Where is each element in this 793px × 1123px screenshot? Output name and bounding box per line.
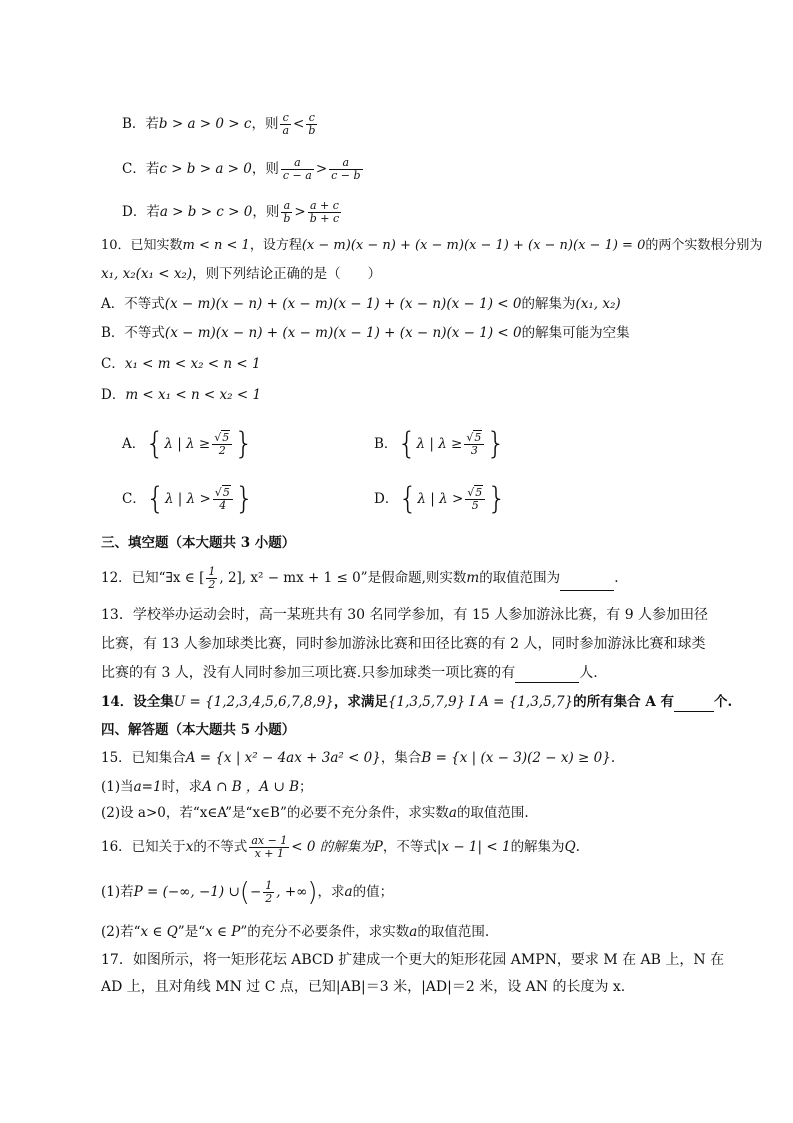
fraction-denominator: b bbox=[308, 124, 316, 137]
section-4-heading: 四、解答题（本大题共 5 小题） bbox=[101, 722, 296, 738]
option-relation: λ | λ ≥ bbox=[164, 436, 211, 452]
q16-variable: a bbox=[344, 884, 353, 900]
left-brace: { bbox=[397, 426, 417, 462]
fraction-numerator: a bbox=[281, 157, 314, 170]
q16-text: ，求 bbox=[317, 884, 345, 900]
fraction-denominator: 2 bbox=[265, 892, 273, 905]
q16-end: . bbox=[575, 839, 580, 855]
q16-part1 bbox=[101, 876, 393, 909]
q10-text: ，则下列结论正确的是（ ） bbox=[192, 266, 382, 282]
q15-text: (2)设 a>0，若“x∈A”是“x∈B”的必要不充分条件，求实数 bbox=[101, 805, 449, 821]
q10-stem-line2 bbox=[101, 264, 381, 284]
q10-option-a bbox=[101, 294, 621, 314]
q15-set-b: B = {x | (x − 3)(2 − x) ≥ 0} bbox=[421, 750, 611, 766]
right-brace: } bbox=[487, 481, 507, 517]
fraction bbox=[281, 200, 292, 225]
fraction bbox=[206, 566, 217, 591]
option-label: C．若 bbox=[122, 161, 160, 177]
q16-stem bbox=[101, 835, 580, 860]
q16-text: ”是“ bbox=[177, 924, 206, 940]
q10-option-d bbox=[101, 385, 261, 405]
section-3-heading: 三、填空题（本大题共 3 小题） bbox=[101, 535, 296, 551]
right-brace: } bbox=[486, 426, 506, 462]
q15-end: ； bbox=[299, 779, 313, 795]
right-brace: } bbox=[234, 426, 254, 462]
option-label: C． bbox=[122, 491, 146, 507]
operator: < bbox=[293, 116, 305, 132]
minus-sign: − bbox=[249, 884, 262, 900]
option-label: A． bbox=[122, 436, 146, 452]
q11-option-c bbox=[122, 481, 254, 517]
q15-part2 bbox=[101, 803, 529, 823]
q10-condition: m < n < 1 bbox=[182, 238, 250, 253]
q10-roots: x₁, x₂(x₁ < x₂) bbox=[101, 266, 193, 282]
operator: > bbox=[294, 204, 306, 220]
option-label: D．若 bbox=[122, 204, 160, 220]
option-then: ，则 bbox=[252, 204, 280, 220]
q16-part-label: (1)若 bbox=[101, 884, 134, 900]
fraction-denominator: 5 bbox=[471, 499, 479, 512]
q9-option-c bbox=[122, 157, 365, 182]
left-brace: { bbox=[145, 426, 165, 462]
fraction-numerator: ax − 1 bbox=[251, 834, 288, 847]
fraction bbox=[249, 835, 289, 860]
q14-universal-set: U = {1,2,3,4,5,6,7,8,9} bbox=[173, 694, 334, 710]
q13-line2: 比赛，有 13 人参加球类比赛，同时参加游泳比赛和田径比赛的有 2 人，同时参加游泳比赛和球类 bbox=[101, 636, 706, 652]
q12-variable: m bbox=[466, 570, 480, 586]
option-condition: a > b > c > 0 bbox=[159, 204, 253, 220]
fraction-denominator: 2 bbox=[218, 444, 226, 457]
option-condition: c > b > a > 0 bbox=[159, 161, 252, 177]
fraction bbox=[212, 432, 232, 457]
answer-blank[interactable] bbox=[674, 697, 714, 712]
q12-stem bbox=[101, 566, 618, 591]
right-brace: } bbox=[234, 481, 254, 517]
left-brace: { bbox=[145, 481, 165, 517]
fraction bbox=[306, 112, 317, 137]
fraction bbox=[281, 157, 314, 182]
q17-line2: AD 上，且对角线 MN 过 C 点，已知|AB|＝3 米，|AD|＝2 米，设 AN 的长度为 x. bbox=[101, 979, 626, 995]
q10-equation: (x − m)(x − n) + (x − m)(x − 1) + (x − n)(x − 1) = 0 bbox=[301, 238, 646, 253]
fraction-denominator: 3 bbox=[470, 444, 478, 457]
q12-end: . bbox=[614, 570, 619, 586]
q15-end: 的取值范围. bbox=[456, 805, 529, 821]
fraction-numerator: a bbox=[329, 157, 362, 170]
option-relation: λ | λ > bbox=[164, 491, 211, 507]
q16-variable: a bbox=[409, 924, 418, 940]
q16-text: 16．已知关于 bbox=[101, 839, 186, 855]
q15-expression: A ∩ B ，A ∪ B bbox=[202, 779, 299, 795]
option-text: 的解集为 bbox=[521, 296, 576, 312]
fraction-numerator: 1 bbox=[208, 565, 216, 578]
fraction bbox=[280, 112, 291, 137]
fraction-denominator: c − b bbox=[331, 169, 361, 182]
q14-stem bbox=[101, 692, 732, 712]
q14-end: 个. bbox=[714, 694, 733, 710]
option-expression: m < x₁ < n < x₂ < 1 bbox=[125, 387, 262, 403]
q16-end: 的取值范围. bbox=[417, 924, 490, 940]
q9-option-d bbox=[122, 200, 343, 225]
q13-line1: 13．学校举办运动会时，高一某班共有 30 名同学参加，有 15 人参加游泳比赛，有 9 人参加田径 bbox=[101, 607, 709, 623]
fraction-numerator: a bbox=[281, 200, 292, 213]
operator: > bbox=[315, 161, 328, 177]
q16-text: 的解集为 bbox=[510, 839, 565, 855]
q16-set-q: Q bbox=[564, 839, 576, 855]
fraction-numerator: 1 bbox=[265, 879, 273, 892]
fraction-denominator: b + c bbox=[309, 212, 340, 225]
q12-text: 12．已知“∃x ∈ [ bbox=[101, 570, 205, 586]
sqrt-radicand: 5 bbox=[222, 486, 230, 499]
fraction-denominator: b bbox=[283, 212, 291, 225]
option-label: B．不等式 bbox=[101, 325, 165, 341]
fraction bbox=[213, 487, 233, 512]
answer-blank[interactable] bbox=[560, 576, 614, 591]
q10-option-b bbox=[101, 323, 630, 343]
fraction bbox=[465, 487, 485, 512]
option-expression: (x − m)(x − n) + (x − m)(x − 1) + (x − n)(x − 1) < 0 bbox=[164, 325, 522, 341]
option-expression: (x − m)(x − n) + (x − m)(x − 1) + (x − n)(x − 1) < 0 bbox=[164, 296, 522, 312]
q15-text: ，集合 bbox=[380, 750, 422, 766]
fraction-denominator: c − a bbox=[282, 169, 312, 182]
fraction bbox=[308, 200, 341, 225]
fraction bbox=[464, 432, 484, 457]
q15-part-label: (1)当 bbox=[101, 779, 134, 795]
q13-end: 人. bbox=[579, 665, 598, 681]
q16-part-label: (2)若“ bbox=[101, 924, 141, 940]
q15-text: 15．已知集合 bbox=[101, 750, 186, 766]
option-relation: λ | λ ≥ bbox=[416, 436, 463, 452]
fraction-numerator: c bbox=[280, 112, 291, 125]
fraction bbox=[329, 157, 362, 182]
left-brace: { bbox=[398, 481, 418, 517]
option-then: ，则 bbox=[251, 161, 279, 177]
fraction bbox=[263, 880, 274, 905]
fraction-numerator: √5 bbox=[464, 432, 484, 445]
q10-stem-line1 bbox=[101, 236, 762, 256]
sqrt-radicand: 5 bbox=[475, 486, 483, 499]
option-label: A．不等式 bbox=[101, 296, 165, 312]
q10-number: 10．已知实数 bbox=[101, 238, 183, 253]
q10-text: ，设方程 bbox=[249, 238, 302, 253]
q16-variable: x bbox=[185, 839, 194, 855]
q16-abs-inequality: |x − 1| < 1 bbox=[436, 839, 511, 855]
q12-text: , 2], x² − mx + 1 ≤ 0”是假命题,则实数 bbox=[219, 570, 467, 586]
q16-text: ，不等式 bbox=[382, 839, 437, 855]
sqrt-radicand: 5 bbox=[474, 431, 482, 444]
fraction-numerator: a + c bbox=[308, 200, 341, 213]
left-paren: ( bbox=[239, 877, 250, 908]
fraction-numerator: √5 bbox=[213, 487, 233, 500]
q16-inequality: < 0 的解集为 bbox=[291, 839, 374, 855]
option-label: D． bbox=[374, 491, 399, 507]
q10-option-c bbox=[101, 354, 261, 374]
fraction-numerator: c bbox=[306, 112, 317, 125]
answer-blank[interactable] bbox=[515, 668, 579, 683]
q11-option-d bbox=[374, 481, 506, 517]
sqrt-radicand: 5 bbox=[222, 431, 230, 444]
fraction-denominator: a bbox=[282, 124, 290, 137]
option-label: C． bbox=[101, 356, 125, 372]
q14-text: 14．设全集 bbox=[101, 694, 174, 710]
q16-set-expression: , +∞ bbox=[276, 884, 308, 900]
option-label: B．若 bbox=[122, 116, 159, 132]
q9-option-b bbox=[122, 112, 319, 137]
fraction-numerator: √5 bbox=[212, 432, 232, 445]
q16-set-expression: P = (−∞, −1) ∪ bbox=[133, 884, 240, 900]
q11-option-b bbox=[374, 426, 505, 462]
q17-line1: 17．如图所示，将一矩形花坛 ABCD 扩建成一个更大的矩形花园 AMPN，要求 M 在 AB 上，N 在 bbox=[101, 952, 725, 968]
option-expression: x₁ < m < x₂ < n < 1 bbox=[124, 356, 261, 372]
q15-stem bbox=[101, 748, 615, 768]
q14-text: 的所有集合 A 有 bbox=[573, 694, 675, 710]
q15-part1 bbox=[101, 777, 313, 797]
fraction-denominator: 2 bbox=[208, 578, 216, 591]
option-condition: b > a > 0 > c bbox=[158, 116, 252, 132]
right-paren: ) bbox=[307, 877, 318, 908]
q15-value: a=1 bbox=[133, 779, 162, 795]
q15-end: . bbox=[610, 750, 616, 766]
q16-set-p: P bbox=[373, 839, 383, 855]
q14-set-condition: {1,3,5,7,9} I A = {1,3,5,7} bbox=[387, 694, 574, 710]
option-relation: λ | λ > bbox=[417, 491, 464, 507]
option-label: D． bbox=[101, 387, 126, 403]
option-label: B． bbox=[374, 436, 398, 452]
q16-text: ”的充分不必要条件，求实数 bbox=[240, 924, 410, 940]
q10-text: 的两个实数根分别为 bbox=[645, 238, 763, 253]
option-set: (x₁, x₂) bbox=[575, 296, 621, 312]
q16-end: 的值； bbox=[352, 884, 394, 900]
fraction-numerator: √5 bbox=[465, 487, 485, 500]
q15-variable: a bbox=[448, 805, 457, 821]
option-then: ，则 bbox=[251, 116, 279, 132]
q16-text: 的不等式 bbox=[193, 839, 248, 855]
q14-text: ，求满足 bbox=[333, 694, 388, 710]
q11-option-a bbox=[122, 426, 253, 462]
fraction-denominator: x + 1 bbox=[254, 847, 285, 860]
q13-text: 比赛的有 3 人，没有人同时参加三项比赛.只参加球类一项比赛的有 bbox=[101, 665, 516, 681]
q13-line3 bbox=[101, 663, 598, 683]
option-text: 的解集可能为空集 bbox=[521, 325, 630, 341]
q15-text: 时，求 bbox=[161, 779, 203, 795]
q15-set-a: A = {x | x² − 4ax + 3a² < 0} bbox=[185, 750, 381, 766]
q16-condition: x ∈ Q bbox=[140, 924, 178, 940]
fraction-denominator: 4 bbox=[219, 499, 227, 512]
q16-condition: x ∈ P bbox=[205, 924, 241, 940]
q16-part2 bbox=[101, 922, 489, 942]
q12-text: 的取值范围为 bbox=[479, 570, 561, 586]
